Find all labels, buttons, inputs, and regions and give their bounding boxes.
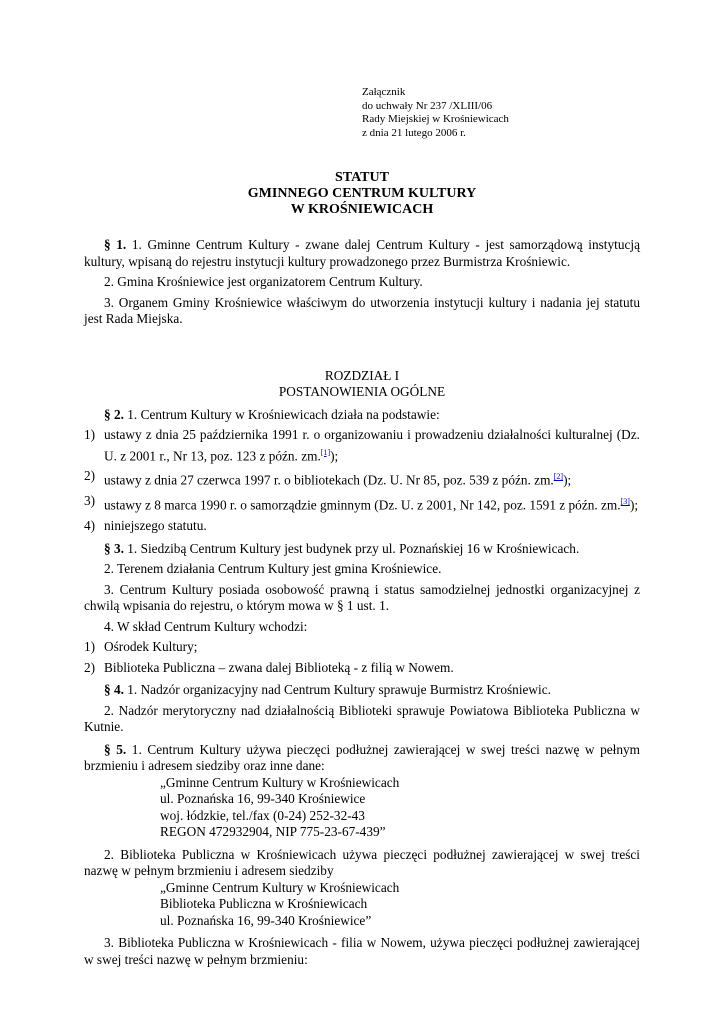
list-item <box>84 427 640 464</box>
list-item <box>84 468 640 489</box>
document-title <box>0 170 724 218</box>
paragraph-s5-3: 3. Biblioteka Publiczna w Krośniewicach - filia w Nowem, używa pieczęci podłużnej zawierającej w swej treści nazwę w pełnym brzmieniu: <box>84 935 640 967</box>
paragraph-text: 1. Centrum Kultury w Krośniewicach działa na podstawie: <box>123 406 440 422</box>
title-line: W KROŚNIEWICACH <box>290 202 434 217</box>
list-text: Biblioteka Publiczna – zwana dalej Biblioteką - z filią w Nowem. <box>104 659 454 675</box>
attachment-note <box>362 86 509 140</box>
attachment-line: Załącznik <box>362 86 406 98</box>
list-text: niniejszego statutu. <box>104 518 207 534</box>
list-tail: ); <box>629 497 639 513</box>
paragraph-text: 1. Siedzibą Centrum Kultury jest budynek przy ul. Poznańskiej 16 w Krośniewicach. <box>123 540 580 556</box>
list-tail: ); <box>330 447 339 463</box>
paragraph-s1-1 <box>84 237 640 270</box>
paragraph-s4-1 <box>84 682 640 699</box>
chapter-heading <box>84 368 640 401</box>
list-text: Ośrodek Kultury; <box>104 639 198 655</box>
list-number: 3) <box>84 493 96 509</box>
paragraph-text: 1. Nadzór organizacyjny nad Centrum Kultury sprawuje Burmistrz Krośniewic. <box>123 682 551 698</box>
chapter-number: ROZDZIAŁ I <box>324 367 400 383</box>
list-number: 1) <box>84 427 96 442</box>
paragraph-s3-3: 3. Centrum Kultury posiada osobowość prawną i status samodzielnej jednostki organizacyjnej z chwilą wpisania do rejestru, o którym mowa w § 1 ust. 1. <box>84 581 640 614</box>
stamp-line: „Gminne Centrum Kultury w Krośniewicach <box>160 774 400 790</box>
attachment-line: do uchwały Nr 237 /XLIII/06 <box>362 99 493 112</box>
paragraph-s1-3: 3. Organem Gminy Krośniewice właściwym do utworzenia instytucji kultury i nadania jej statutu jest Rada Miejska. <box>84 294 640 326</box>
section-label: § 4. <box>104 682 124 698</box>
list-number: 2) <box>84 659 96 675</box>
list-tail: ); <box>563 472 572 488</box>
paragraph-text: 1. Gminne Centrum Kultury - zwane dalej Centrum Kultury - jest samorządową instytucją kultury, wpisaną do rejestru instytucji kultury prowadzonego przez Burmistrza Krośniewic. <box>84 237 640 269</box>
list-number: 4) <box>84 518 96 534</box>
paragraph-s2-1 <box>84 407 640 424</box>
footnote-link[interactable]: [3] <box>620 497 630 507</box>
paragraph-s3-2: 2. Terenem działania Centrum Kultury jest gmina Krośniewice. <box>104 561 442 577</box>
stamp-line: ul. Poznańska 16, 99-340 Krośniewice” <box>160 912 372 928</box>
stamp-text-block <box>84 880 640 930</box>
list-text: ustawy z dnia 25 października 1991 r. o organizowaniu i prowadzeniu działalności kulturalnej (Dz. U. z 2001 r., Nr 13, poz. 123 z późn. zm. <box>104 427 640 463</box>
stamp-line: REGON 472932904, NIP 775-23-67-439” <box>160 824 386 840</box>
chapter-title: POSTANOWIENIA OGÓLNE <box>278 384 446 399</box>
paragraph-s5-2: 2. Biblioteka Publiczna w Krośniewicach używa pieczęci podłużnej zawierającej w swej treści nazwę w pełnym brzmieniu i adresem siedziby <box>84 846 640 879</box>
stamp-line: woj. łódzkie, tel./fax (0-24) 252-32-43 <box>160 807 365 823</box>
section-label: § 5. <box>104 741 127 757</box>
list-item <box>84 639 640 656</box>
title-line: GMINNEGO CENTRUM KULTURY <box>247 186 477 201</box>
stamp-line: „Gminne Centrum Kultury w Krośniewicach <box>160 879 400 895</box>
section-label: § 2. <box>104 406 124 422</box>
document-body <box>84 237 640 972</box>
title-line: STATUT <box>335 170 389 185</box>
paragraph-s5-1 <box>84 742 640 775</box>
list-item <box>84 660 640 677</box>
footnote-link[interactable]: [1] <box>320 447 331 457</box>
attachment-line: z dnia 21 lutego 2006 r. <box>362 126 466 139</box>
stamp-line: ul. Poznańska 16, 99-340 Krośniewice <box>160 791 366 807</box>
list-text: ustawy z dnia 27 czerwca 1997 r. o bibliotekach (Dz. U. Nr 85, poz. 539 z późn. zm. <box>104 472 554 488</box>
stamp-line: Biblioteka Publiczna w Krośniewicach <box>160 896 368 912</box>
list-text: ustawy z 8 marca 1990 r. o samorządzie gminnym (Dz. U. z 2001, Nr 142, poz. 1591 z późn. zm. <box>104 497 621 513</box>
attachment-line: Rady Miejskiej w Krośniewicach <box>362 113 509 125</box>
list-number: 2) <box>84 468 96 484</box>
list-item <box>84 518 640 535</box>
paragraph-s3-1 <box>84 541 640 558</box>
section-label: § 3. <box>104 540 124 556</box>
paragraph-s3-4: 4. W skład Centrum Kultury wchodzi: <box>104 618 308 634</box>
footnote-link[interactable]: [2] <box>553 472 564 482</box>
list-item <box>84 493 640 514</box>
paragraph-s4-2: 2. Nadzór merytoryczny nad działalnością Biblioteki sprawuje Powiatowa Biblioteka Publiczna w Kutnie. <box>84 702 640 735</box>
list-number: 1) <box>84 639 96 655</box>
paragraph-text: 1. Centrum Kultury używa pieczęci podłużnej zawierającej w swej treści nazwę w pełnym brzmieniu i adresem siedziby oraz inne dane: <box>84 741 640 774</box>
section-label: § 1. <box>104 237 127 252</box>
stamp-text-block <box>84 775 640 841</box>
paragraph-s1-2: 2. Gmina Krośniewice jest organizatorem Centrum Kultury. <box>104 274 423 289</box>
